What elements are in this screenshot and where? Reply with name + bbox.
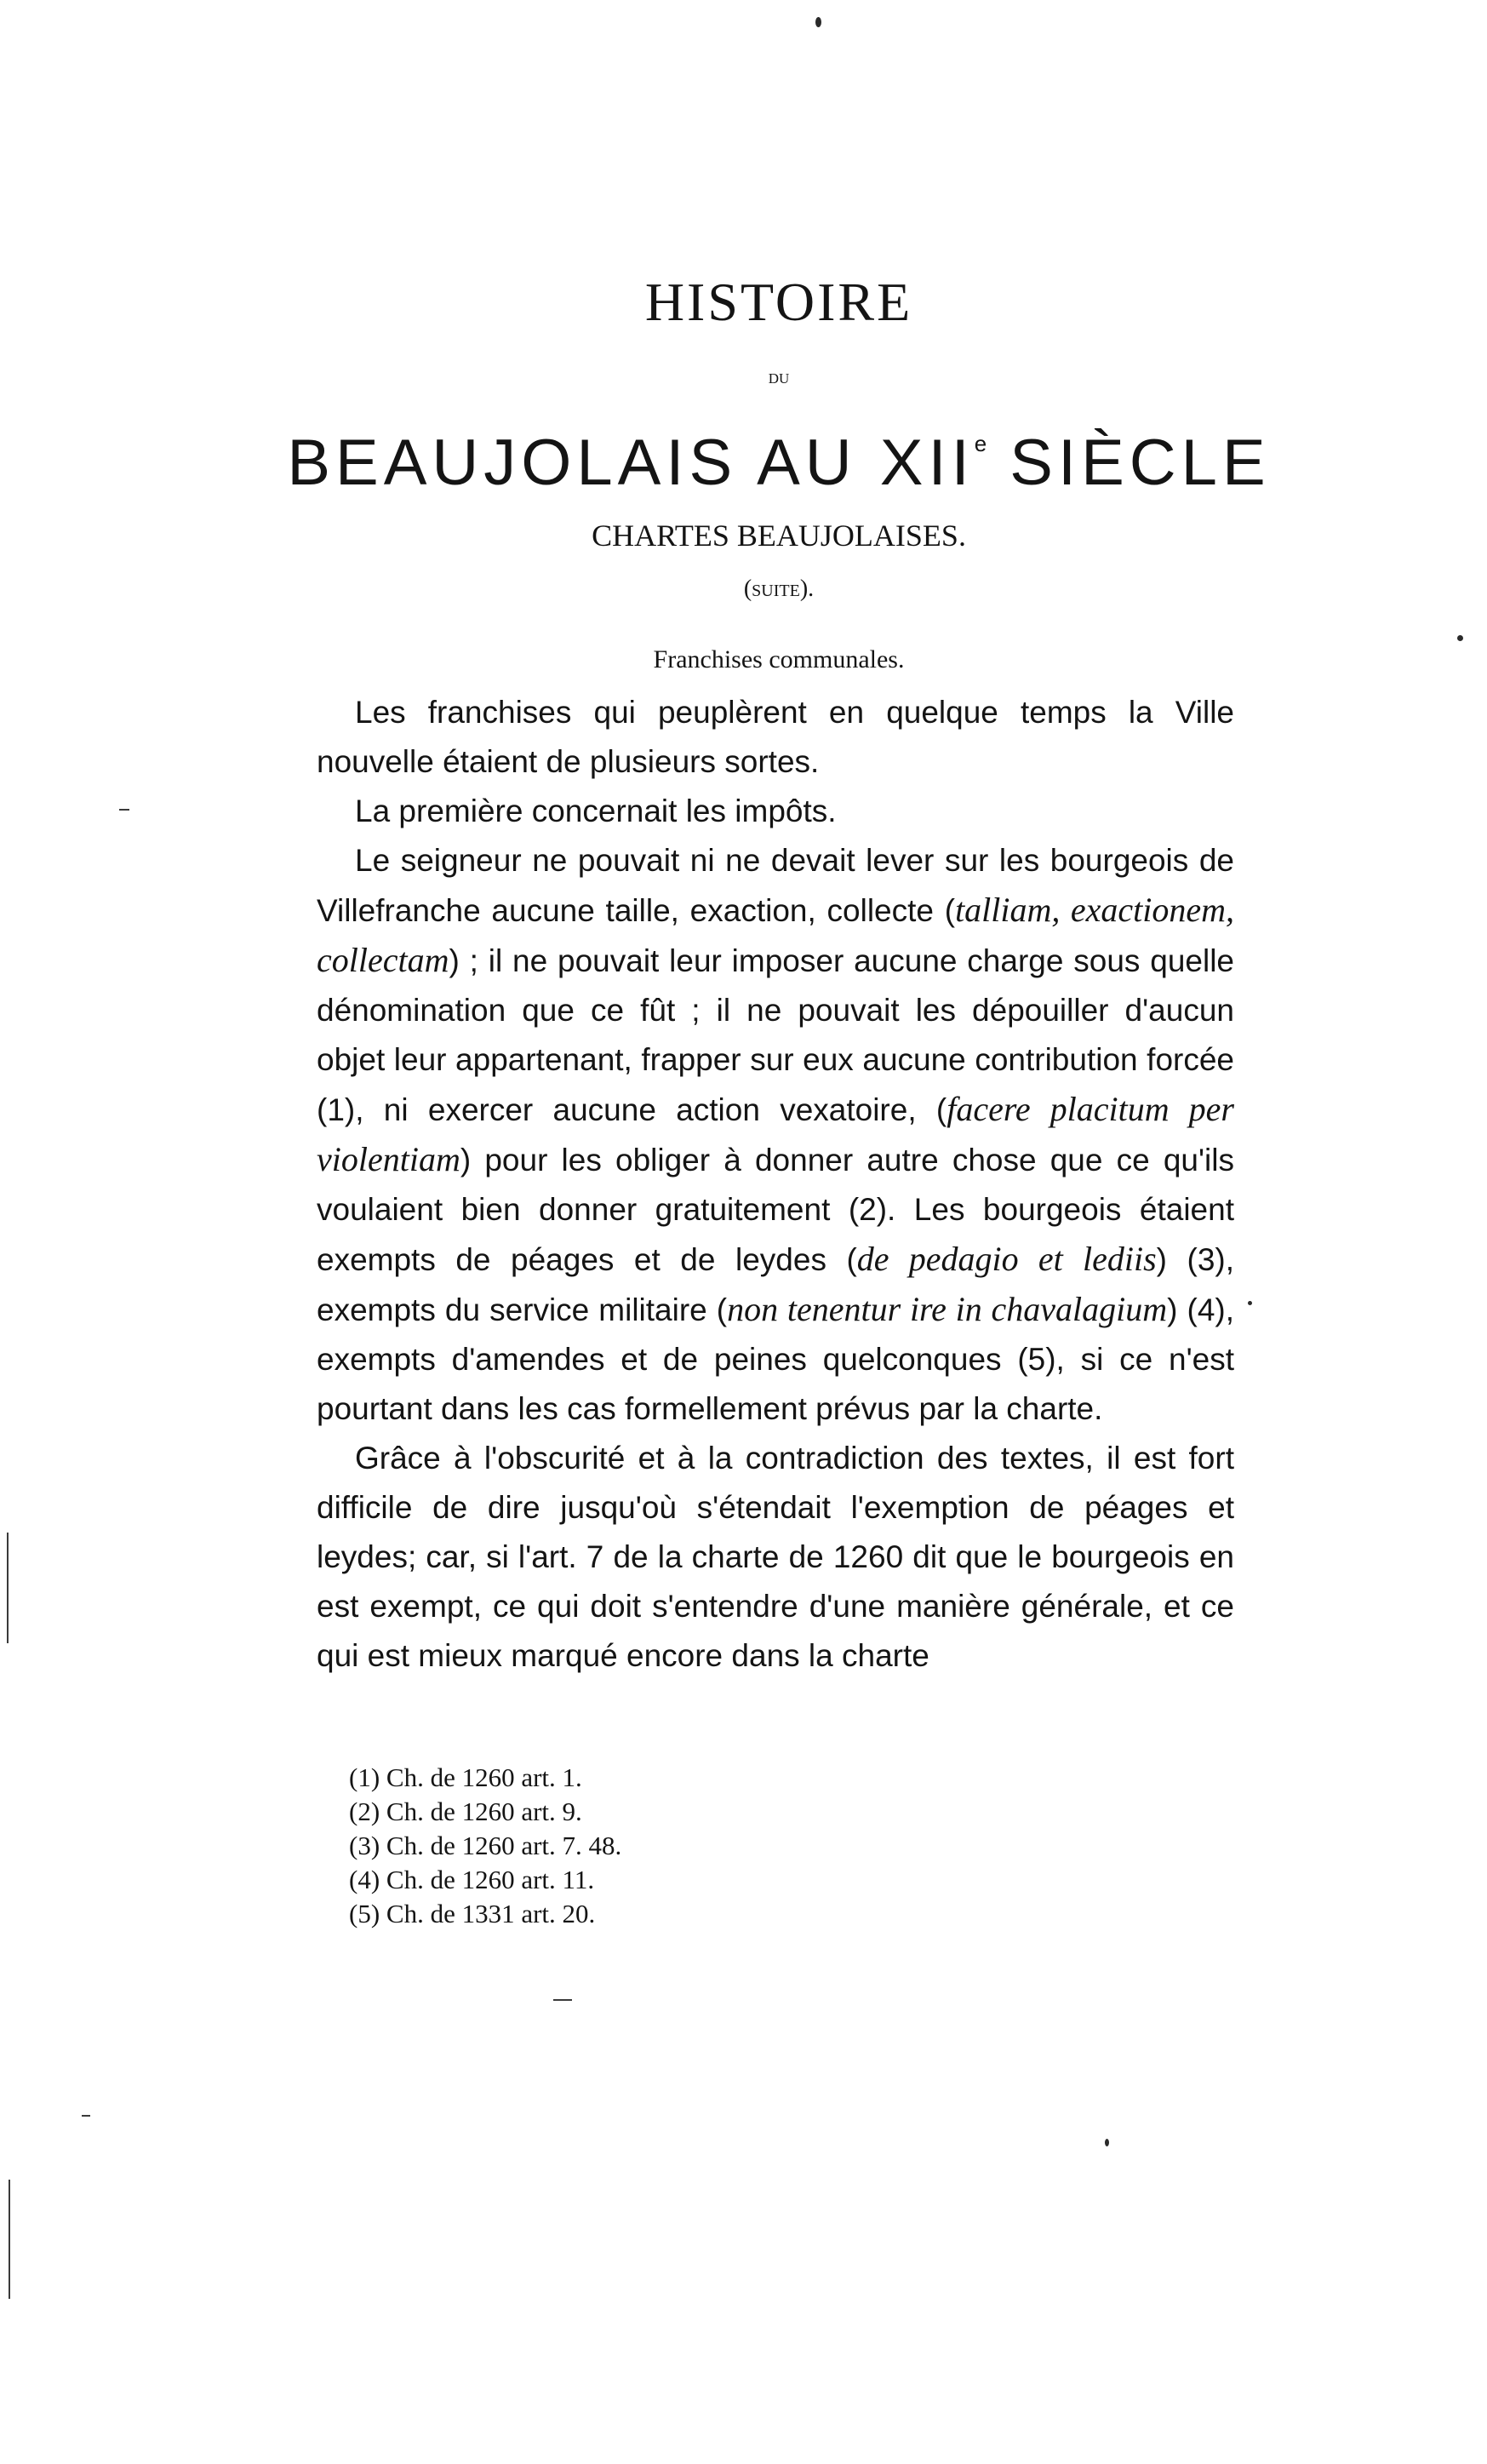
p3-text-d: ) (3), exempts du service militaire ( [317,1242,1234,1327]
paragraph-3 [317,836,1234,1434]
p3-latin-3: de pedagio et lediis [856,1240,1157,1278]
body-text [317,688,1234,1681]
p3-latin-1: talliam, exactionem, collectam [317,891,1235,979]
p3-text-b: ) ; il ne pouvait leur imposer aucune charge sous quelle dénomination que ce fût ; il ne pouvait les dépouiller d'aucun objet leur appartenant, frapper sur eux aucune contribution forcée (1), ni exercer aucune action vexatoire, ( [317,943,1234,1127]
scan-speck [1457,635,1463,641]
p3-text-e: ) (4), exempts d'amendes et de peines quelconques (5), si ce n'est pourtant dans les cas formellement prévus par la charte. [317,1292,1234,1426]
footnotes [349,1761,945,1931]
main-title-end: SIÈCLE [987,427,1271,499]
p3-text-a: Le seigneur ne pouvait ni ne devait lever sur les bourgeois de Villefranche aucune taille, exaction, collecte ( [317,843,1234,928]
suite-open: ( [743,576,752,602]
scan-mark [9,2180,10,2299]
title-connector: du [768,366,790,388]
section-heading: Franchises communales. [653,645,905,673]
footnote: (3) Ch. de 1260 art. 7. 48. [349,1831,622,1860]
footnote: (5) Ch. de 1331 art. 20. [349,1899,596,1928]
p3-latin-2: facere placitum per violentiam [317,1090,1234,1178]
suite-close: ). [799,576,815,602]
scan-speck [1105,2139,1109,2146]
scan-mark [7,1533,9,1643]
scan-mark [119,809,129,811]
p3-latin-4: non tenentur ire in chavalagium [727,1290,1168,1328]
p3-text-c: ) pour les obliger à donner autre chose que ce qu'ils voulaient bien donner gratuitement (2). Les bourgeois étaient exempts de péages et de leydes ( [317,1143,1234,1277]
page-title: HISTOIRE [644,272,913,332]
suite-label [0,576,1487,603]
footnote: (1) Ch. de 1260 art. 1. [349,1762,582,1792]
main-title-superscript: e [974,431,987,456]
paragraph-2: La première concernait les impôts. [355,794,837,828]
footnote: (2) Ch. de 1260 art. 9. [349,1796,582,1826]
paragraph-4: Grâce à l'obscurité et à la contradiction des textes, il est fort difficile de dire jusqu'où s'étendait l'exemption de péages et leydes; car, si l'art. 7 de la charte de 1260 dit que le bourgeois en est exempt, ce qui doit s'entendre d'une manière générale, et ce qui est mieux marqué encore dans la charte [317,1441,1234,1673]
scan-mark [553,1999,572,2001]
scan-speck [1248,1301,1252,1305]
subtitle: CHARTES BEAUJOLAISES. [592,519,966,553]
main-title-text: BEAUJOLAIS AU XII [287,427,975,499]
paragraph-1: Les franchises qui peuplèrent en quelque temps la Ville nouvelle étaient de plusieurs sortes. [317,695,1234,779]
scan-mark [82,2115,90,2117]
footnote: (4) Ch. de 1260 art. 11. [349,1865,595,1894]
main-title [0,426,1487,500]
suite-word: suite [752,576,800,602]
scan-speck [815,17,821,27]
